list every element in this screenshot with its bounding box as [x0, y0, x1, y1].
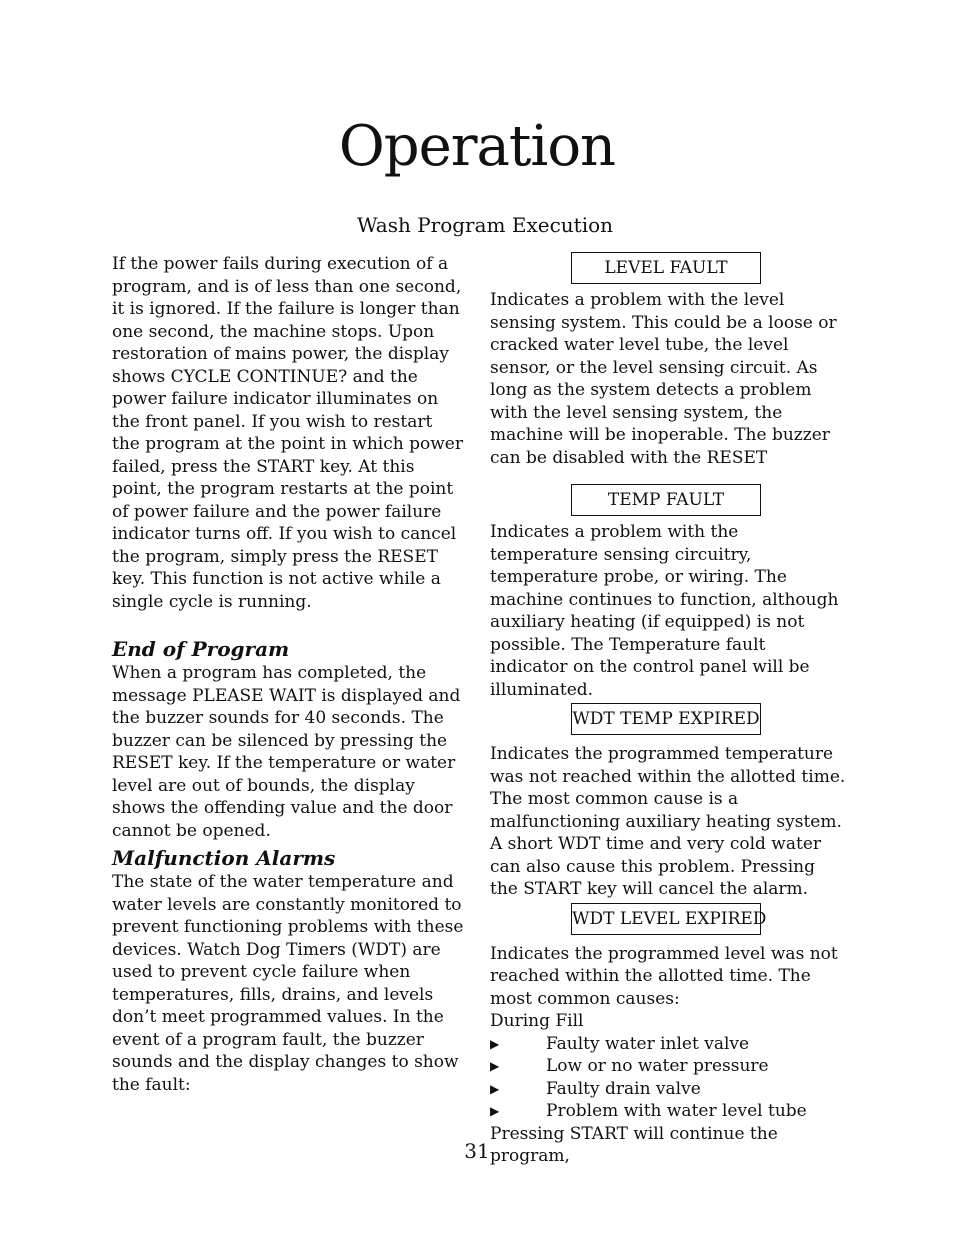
list-item: [490, 1100, 846, 1123]
end-of-program-paragraph: When a program has completed, the message PLEASE WAIT is displayed and the buzzer sounds for 40 seconds. The buzzer can be silenced by pressing the RESET key. If the temperature or water level are out of bounds, the display shows the offending value and the door cannot be opened.: [112, 663, 461, 841]
page-title: Operation: [338, 114, 616, 179]
causes-list: [490, 1033, 846, 1123]
bullet-arrow-icon: ▶: [490, 1036, 500, 1051]
wdt-temp-expired-description: Indicates the programmed temperature was not reached within the allotted time. The most common cause is a malfunctioning auxiliary heating system. A short WDT time and very cold water can also cause this problem. Pressing the START key will cancel the alarm.: [490, 744, 846, 899]
wdt-temp-expired-label: WDT TEMP EXPIRED: [571, 703, 761, 735]
level-fault-label: LEVEL FAULT: [571, 252, 761, 284]
cause-text: Problem with water level tube: [546, 1101, 807, 1121]
malfunction-alarms-paragraph: The state of the water temperature and water levels are constantly monitored to prevent functioning problems with these devices. Watch Dog Timers (WDT) are used to prevent cycle failure when temperatures, fills, drains, and levels don’t meet programmed values. In the event of a program fault, the buzzer sounds and the display changes to show the fault:: [112, 872, 464, 1095]
right-column: [490, 252, 846, 1168]
page-number: 31: [464, 1139, 490, 1163]
during-fill-label: During Fill: [490, 1011, 584, 1031]
left-column: [112, 253, 464, 1096]
section-subtitle: Wash Program Execution: [356, 213, 614, 237]
cause-text: Faulty water inlet valve: [546, 1033, 750, 1054]
list-item: [490, 1055, 846, 1078]
temp-fault-label: TEMP FAULT: [571, 484, 761, 516]
list-item: [490, 1033, 846, 1056]
bullet-arrow-icon: ▶: [490, 1104, 500, 1118]
wdt-level-expired-label: WDT LEVEL EXPIRED: [571, 903, 761, 935]
level-fault-description: Indicates a problem with the level sensing system. This could be a loose or cracked water level tube, the level sensor, or the level sensing circuit. As long as the system detects a problem with the level sensing system, the machine will be inoperable. The buzzer can be disabled with the RESET: [490, 290, 837, 468]
end-of-program-heading: End of Program: [112, 637, 290, 661]
malfunction-alarms-heading: Malfunction Alarms: [112, 846, 336, 870]
temp-fault-description: Indicates a problem with the temperature sensing circuitry, temperature probe, or wiring. The machine continues to function, although auxiliary heating (if equipped) is not possible. The Temperature fault indicator on the control panel will be illuminated.: [490, 522, 839, 700]
cause-text: Faulty drain valve: [546, 1078, 701, 1099]
bullet-arrow-icon: ▶: [490, 1059, 500, 1073]
wdt-level-expired-description: Indicates the programmed level was not reached within the allotted time. The most common causes:: [490, 943, 838, 1009]
power-failure-paragraph: If the power fails during execution of a program, and is of less than one second, it is ignored. If the failure is longer than one second, the machine stops. Upon restoration of mains power, the display shows CYCLE CONTINUE? and the power failure indicator illuminates on the front panel. If you wish to restart the program at the point in which power failed, press the START key. At this point, the program restarts at the point of power failure and the power failure indicator turns off. If you wish to cancel the program, simply press the RESET key. This function is not active while a single cycle is running.: [112, 254, 463, 612]
bullet-arrow-icon: ▶: [490, 1081, 500, 1096]
closing-line: Pressing START will continue the program,: [490, 1123, 778, 1166]
cause-text: Low or no water pressure: [546, 1056, 769, 1076]
list-item: [490, 1078, 846, 1101]
